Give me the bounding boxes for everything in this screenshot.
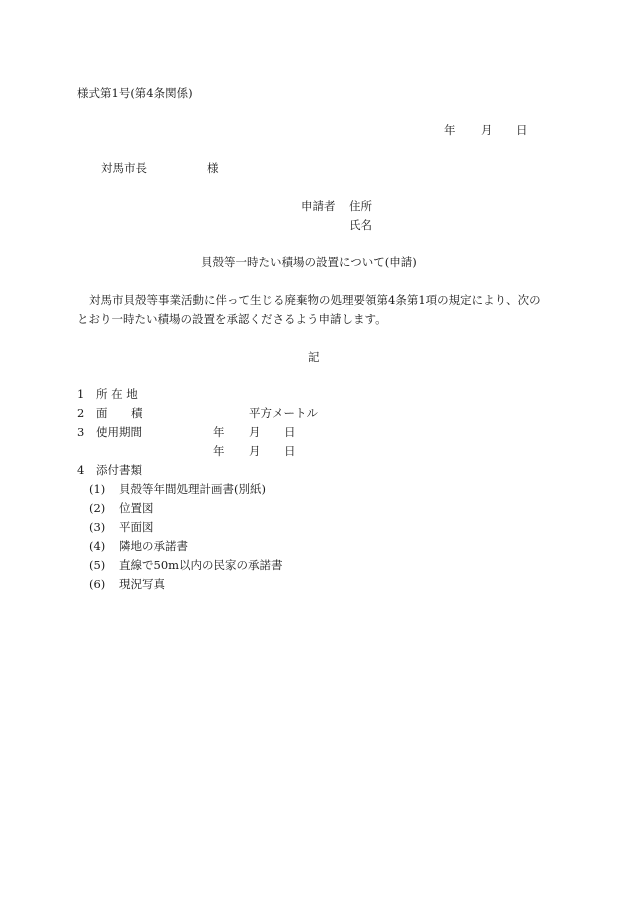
attachment-1-number: (1) xyxy=(89,482,106,496)
item-1-number: 1 xyxy=(77,387,85,401)
item-3-end-month: 月 xyxy=(249,444,261,458)
attachment-3-text: 平面図 xyxy=(119,520,154,534)
attachment-3-number: (3) xyxy=(89,520,106,534)
item-3-start-day: 日 xyxy=(284,425,296,439)
addressee-name: 対馬市長 xyxy=(101,161,147,175)
item-3-label: 使用期間 xyxy=(96,425,142,439)
ki-marker: 記 xyxy=(308,350,320,364)
body-line-2: とおり一時たい積場の設置を承認くださるよう申請します。 xyxy=(77,312,387,326)
item-2-label-b: 積 xyxy=(131,406,143,420)
item-3-start-month: 月 xyxy=(249,425,261,439)
attachment-5-text: 直線で50m以内の民家の承諾書 xyxy=(119,558,283,572)
attachment-4-number: (4) xyxy=(89,539,106,553)
applicant-label: 申請者 xyxy=(301,199,336,213)
date-day: 日 xyxy=(516,123,528,137)
addressee-honorific: 様 xyxy=(207,161,219,175)
attachment-5-number: (5) xyxy=(89,558,106,572)
attachment-6-text: 現況写真 xyxy=(119,577,165,591)
applicant-address-label: 住所 xyxy=(349,199,372,213)
attachment-2-number: (2) xyxy=(89,501,106,515)
applicant-name-label: 氏名 xyxy=(349,218,372,232)
attachment-1-text: 貝殻等年間処理計画書(別紙) xyxy=(119,482,266,496)
item-2-label-a: 面 xyxy=(96,406,108,420)
item-2-unit: 平方メートル xyxy=(249,406,318,420)
date-year: 年 xyxy=(444,123,456,137)
attachment-6-number: (6) xyxy=(89,577,106,591)
date-month: 月 xyxy=(481,123,493,137)
body-line-1: 対馬市貝殻等事業活動に伴って生じる廃棄物の処理要領第4条第1項の規定により、次の xyxy=(89,293,541,307)
item-2-number: 2 xyxy=(77,406,85,420)
item-3-end-year: 年 xyxy=(213,444,225,458)
item-4-number: 4 xyxy=(77,463,85,477)
document-title: 貝殻等一時たい積場の設置について(申請) xyxy=(201,255,417,269)
item-1-label: 所 在 地 xyxy=(96,387,138,401)
item-3-number: 3 xyxy=(77,425,85,439)
form-number: 様式第1号(第4条関係) xyxy=(77,86,193,100)
attachment-4-text: 隣地の承諾書 xyxy=(119,539,188,553)
item-4-label: 添付書類 xyxy=(96,463,142,477)
item-3-start-year: 年 xyxy=(213,425,225,439)
attachment-2-text: 位置図 xyxy=(119,501,154,515)
item-3-end-day: 日 xyxy=(284,444,296,458)
